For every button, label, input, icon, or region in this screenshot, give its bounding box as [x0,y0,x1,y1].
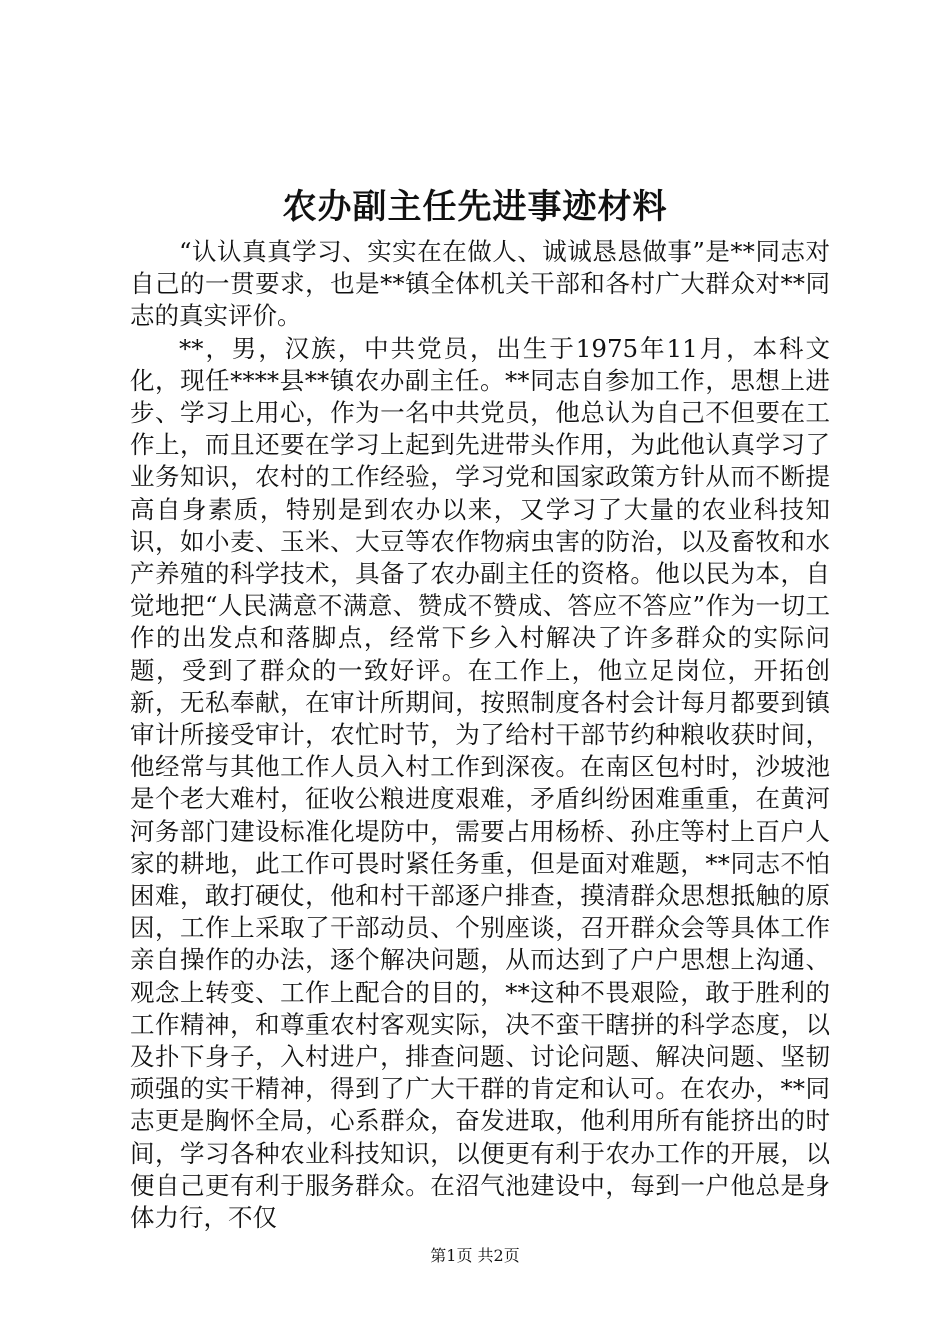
page-footer: 第1页 共2页 [430,1246,520,1265]
paragraph-main: **，男，汉族，中共党员，出生于1975年11月，本科文化，现任****县**镇农办副主任。**同志自参加工作，思想上进步、学习上用心，作为一名中共党员，他总认为自己不但要在工作上，而且还要在学习上起到先进带头作用，为此他认真学习了业务知识，农村的工作经验，学习党和国家政策方针从而不断提高自身素质，特别是到农办以来，又学习了大量的农业科技知识，如小麦、玉米、大豆等农作物病虫害的防治，以及畜牧和水产养殖的科学技术，具备了农办副主任的资格。他以民为本，自觉地把“人民满意不满意、赞成不赞成、答应不答应”作为一切工作的出发点和落脚点，经常下乡入村解决了许多群众的实际问题，受到了群众的一致好评。在工作上，他立足岗位，开拓创新，无私奉献，在审计所期间，按照制度各村会计每月都要到镇审计所接受审计，农忙时节，为了给村干部节约种粮收获时间，他经常与其他工作人员入村工作到深夜。在南区包村时，沙坡池是个老大难村，征收公粮进度艰难，矛盾纠纷困难重重，在黄河河务部门建设标准化堤防中，需要占用杨桥、孙庄等村上百户人家的耕地，此工作可畏时紧任务重，但是面对难题，**同志不怕困难，敢打硬仗，他和村干部逐户排查，摸清群众思想抵触的原因，工作上采取了干部动员、个别座谈，召开群众会等具体工作亲自操作的办法，逐个解决问题，从而达到了户户思想上沟通、观念上转变、工作上配合的目的，**这种不畏艰险，敢于胜利的工作精神，和尊重农村客观实际，决不蛮干瞎拼的科学态度，以及扑下身子，入村进户，排查问题、讨论问题、解决问题、坚韧顽强的实干精神，得到了广大干群的肯定和认可。在农办，**同志更是胸怀全局，心系群众，奋发进取，他利用所有能挤出的时间，学习各种农业科技知识，以便更有利于农办工作的开展，以便自己更有利于服务群众。在沼气池建设中，每到一户他总是身体力行，不仅 [130,333,830,1233]
document-title: 农办副主任先进事迹材料 [282,187,668,227]
paragraph-intro: “认认真真学习、实实在在做人、诚诚恳恳做事”是**同志对自己的一贯要求，也是**镇全体机关干部和各村广大群众对**同志的真实评价。 [130,237,830,331]
document-body [130,236,830,1234]
